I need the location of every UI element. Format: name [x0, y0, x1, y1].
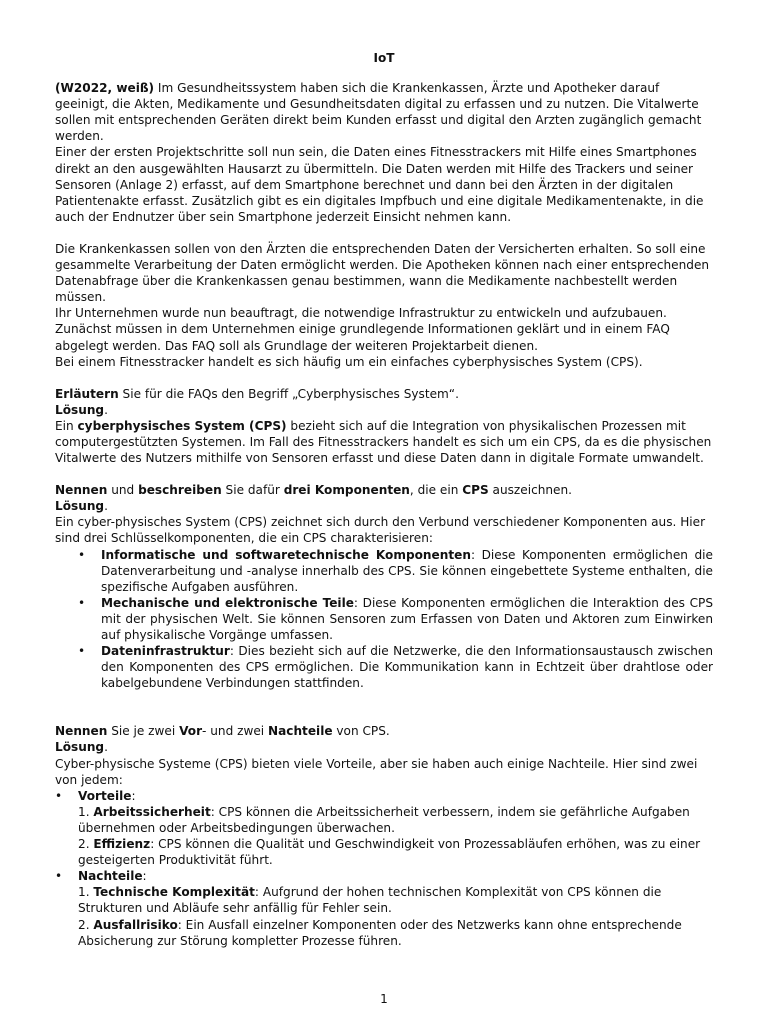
intro-paragraph-4: Ihr Unternehmen wurde nun beauftragt, die notwendige Infrastruktur zu entwickeln und aufzubauen. — [55, 306, 667, 321]
page-number: 1 — [380, 992, 388, 1006]
q1-answer: Ein cyberphysisches System (CPS) bezieht sich auf die Integration von physikalischen Prozessen mit computergestützten Systemen. Im Fall des Fitnesstrackers handelt es sich um ein CPS, da es die physischen Vitalwerte des Nutzers mithilfe von Sensoren erfasst und diese Daten dann in digitale Formate umwandelt. — [55, 418, 712, 466]
q3-intro: Cyber-physische Systeme (CPS) bieten viele Vorteile, aber sie haben auch einige Nachteile. Hier sind zwei von jedem: — [55, 756, 698, 787]
list-item-vorteile: • Vorteile: 1. Arbeitssicherheit: CPS können die Arbeitssicherheit verbessern, indem sie gefährliche Aufgaben übernehmen oder Arbeitsbedingungen überwachen. 2. Effizienz: CPS können die Qualität und Geschwindigkeit von Prozessabläufen erhöhen, was zu einer gesteigerten Produktivität führt. — [78, 788, 713, 868]
document-page — [55, 50, 713, 949]
intro-paragraph-5: Zunächst müssen in dem Unternehmen einige grundlegende Informationen geklärt und in einem FAQ abgelegt werden. Das FAQ soll als Grundlage der weiteren Projektarbeit dienen. — [55, 322, 670, 353]
question-1: Erläutern Sie für die FAQs den Begriff „Cyberphysisches System“. — [55, 386, 459, 401]
list-item: • Mechanische und elektronische Teile: Diese Komponenten ermöglichen die Interaktion des CPS mit der physischen Welt. Sie können Sensoren zum Erfassen von Daten und Aktoren zum Einwirken auf physikalische Vorgänge umfassen. — [101, 595, 713, 643]
q2-intro: Ein cyber-physisches System (CPS) zeichnet sich durch den Verbund verschiedener Komponenten aus. Hier sind drei Schlüsselkomponenten, die ein CPS charakterisieren: — [55, 515, 706, 546]
component-list — [55, 547, 713, 692]
intro-paragraph-3: Die Krankenkassen sollen von den Ärzten die entsprechenden Daten der Versicherten erhalten. So soll eine gesammelte Verarbeitung der Daten ermöglicht werden. Die Apotheken können nach einer entsprechenden Datenabfrage über die Krankenkassen genau bestimmen, wann die Medikamente nachbestellt werden müssen. — [55, 241, 710, 305]
question-3: Nennen Sie je zwei Vor- und zwei Nachteile von CPS. — [55, 724, 390, 739]
intro-paragraph-1: (W2022, weiß) Im Gesundheitssystem haben sich die Krankenkassen, Ärzte und Apotheker darauf geeinigt, die Akten, Medikamente und Gesundheitsdaten digital zu erfassen und zu nutzen. Die Vitalwerte sollen mit entsprechenden Geräten direkt beim Kunden erfasst und digital den Arzten zugänglich gemacht werden. — [55, 81, 702, 144]
list-item: • Informatische und softwaretechnische Komponenten: Diese Komponenten ermöglichen die Datenverarbeitung und -analyse innerhalb des CPS. Sie können eingebettete Systeme enthalten, die spezifische Aufgaben ausführen. — [101, 547, 713, 595]
question-2: Nennen und beschreiben Sie dafür drei Komponenten, die ein CPS auszeichnen. — [55, 483, 573, 498]
intro-paragraph-6: Bei einem Fitnesstracker handelt es sich häufig um ein einfaches cyberphysisches System (CPS). — [55, 354, 643, 369]
page-title: IoT — [373, 51, 395, 65]
q3-loesung-label: Lösung. — [55, 740, 108, 755]
q1-loesung-label: Lösung. — [55, 402, 108, 417]
list-item-nachteile: • Nachteile: 1. Technische Komplexität: Aufgrund der hohen technischen Komplexität von CPS können die Strukturen und Abläufe sehr anfällig für Fehler sein. 2. Ausfallrisiko: Ein Ausfall einzelner Komponenten oder des Netzwerks kann ohne entsprechende Absicherung zur Störung kompletter Prozesse führen. — [78, 868, 713, 948]
intro-tag: (W2022, weiß) — [55, 81, 155, 96]
q2-loesung-label: Lösung. — [55, 499, 108, 514]
list-item: • Dateninfrastruktur: Dies bezieht sich auf die Netzwerke, die den Informationsaustausch zwischen den Komponenten des CPS ermöglichen. Die Kommunikation kann in Echtzeit über drahtlose oder kabelgebundene Verbindungen stattfinden. — [101, 643, 713, 691]
intro-paragraph-2: Einer der ersten Projektschritte soll nun sein, die Daten eines Fitnesstrackers mit Hilfe eines Smartphones direkt an den ausgewählten Hausarzt zu übermitteln. Die Daten werden mit Hilfe des Trackers und seiner Sensoren (Anlage 2) erfasst, auf dem Smartphone berechnet und dann bei den Ärzten in der digitalen Patientenakte erfasst. Zusätzlich gibt es ein digitales Impfbuch und eine digitale Medikamentenakte, in die auch der Endnutzer über sein Smartphone jederzeit Einsicht nehmen kann. — [55, 145, 704, 224]
pros-cons-list — [55, 788, 713, 949]
